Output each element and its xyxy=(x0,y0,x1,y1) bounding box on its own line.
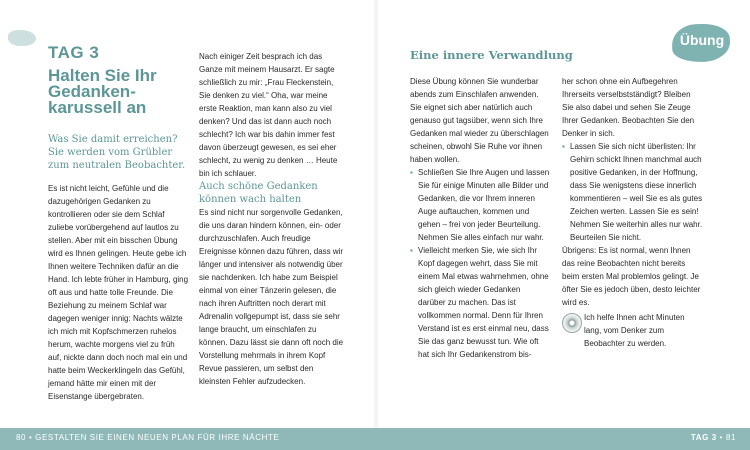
running-title: GESTALTEN SIE EINEN NEUEN PLAN FÜR IHRE NÄCHTE xyxy=(35,433,280,442)
exercise-note: Übrigens: Es ist normal, wenn Ihnen das reine Beobachten nicht bereits beim ersten Mal problemlos gelingt. Je öfter Sie es jedoch üben, desto leichter wird es. xyxy=(562,246,701,307)
footer-day-label: TAG 3 xyxy=(690,433,717,442)
book-spine xyxy=(373,0,379,428)
decorative-splash xyxy=(8,30,36,46)
exercise-step: ▪ Vielleicht merken Sie, wie sich Ihr Kopf dagegen wehrt, dass Sie mit einem Mal etwas wahrnehmen, ohne sich gleich wieder Gedanken darüber zu machen. Das ist vollkommen normal. Denn für Ihren Verstand ist es erst einmal neu, dass Sie das ganz bewusst tun. Wie oft hat sich Ihr Gedankenstrom bis- xyxy=(410,244,550,361)
footer-separator: • xyxy=(719,433,724,442)
exercise-title: Eine innere Verwandlung xyxy=(410,48,573,62)
page-number-left: 80 xyxy=(16,433,27,442)
exercise-column-2 xyxy=(562,75,704,350)
exercise-step: ▪ Schließen Sie Ihre Augen und lassen Sie für einige Minuten alle Bilder und Gedanken, die vor Ihrem inneren Auge auftauchen, kommen und gehen – frei von jeder Beurteilung. Nehmen Sie alles einfach nur wahr. xyxy=(410,166,550,244)
chapter-headline: Halten Sie Ihr Gedanken-karussell an xyxy=(48,66,157,117)
exercise-continuation: her schon ohne ein Aufbegehren Ihrerseits verselbstständigt? Bleiben Sie also dabei und sehen Sie Zeuge Ihrer Gedanken. Beobachten Sie den Denker in sich. xyxy=(562,77,695,138)
footer-left xyxy=(16,433,279,442)
audio-hint xyxy=(562,311,704,350)
lead-question: Was Sie damit erreichen? Sie werden vom Grübler zum neutralen Beobachter. xyxy=(48,134,186,171)
exercise-column-1 xyxy=(410,75,550,361)
footer-right xyxy=(691,433,736,442)
footer-separator: • xyxy=(28,433,33,442)
exercise-step: ▪ Lassen Sie sich nicht überlisten: Ihr Gehirn schickt Ihnen manchmal auch positive Gedanken, in der Hoffnung, dass Sie wenigstens diese innerlich kommentieren – weil Sie es als gutes Zeichen werten. Lassen Sie es sein! Nehmen Sie weiterhin alles nur wahr. Beurteilen Sie nicht. xyxy=(562,140,704,244)
section-heading: Auch schöne Gedanken können wach halten xyxy=(199,181,318,205)
body-paragraph-col2: Nach einiger Zeit besprach ich das Ganze mit meinem Hausarzt. Er sagte schließlich zu mir: „Frau Fleckenstein, Sie denken zu viel.“ Oha, war meine erste Reaktion, man kann also zu viel denken? Und das ist dann auch noch schlecht? Ich war bis dahin immer fest davon überzeugt gewesen, es sei eher schlecht, zu wenig zu denken … Heute bin ich schlauer. xyxy=(199,52,338,178)
page-number-right: 81 xyxy=(725,433,736,442)
cd-icon xyxy=(562,313,582,333)
body-paragraph-col2-continued: Es sind nicht nur sorgenvolle Gedanken, die uns daran hindern können, ein- oder durchzuschlafen. Auch freudige Ereignisse können dazu führen, dass wir länger und intensiver als notwendig über sie nachdenken. Ich habe zum Beispiel einmal von einer Tänzerin gelesen, die nach ihren Auftritten noch derart mit Adrenalin vollgepumpt ist, dass sie sehr lange braucht, um einschlafen zu können. Dazu lässt sie dann oft noch die Vorstellung mehrmals in ihrem Kopf Revue passieren, um selbst den kleinsten Fehler aufzudecken. xyxy=(199,208,344,386)
audio-hint-text: Ich helfe Ihnen acht Minuten lang, vom Denker zum Beobachter zu werden. xyxy=(584,313,685,348)
exercise-badge-label: Übung xyxy=(679,32,725,48)
body-paragraph-col1: Es ist nicht leicht, Gefühle und die dazugehörigen Gedanken zu kontrollieren oder sie dem Schlaf zuliebe vorübergehend auf lautlos zu stellen. Aber mit ein bisschen Übung wird es Ihnen gelingen. Heute gebe ich Ihnen weitere Techniken dafür an die Hand. Ich lebte früher in Hamburg, ging oft aus und hatte tolle Freunde. Die Beziehung zu meinem Schlaf war dagegen weniger innig: Nachts wälzte ich mich mit Kopfschmerzen ruhelos herum, wachte morgens viel zu früh auf, nickte dann doch noch mal ein und hatte beim Weckerklingeln das Gefühl, jemand hätte mir einen mit der Eisenstange übergebraten. xyxy=(48,184,189,401)
day-label: TAG 3 xyxy=(48,43,100,62)
exercise-intro: Diese Übung können Sie wunderbar abends zum Einschlafen anwenden. Sie eignet sich aber natürlich auch genauso gut tagsüber, wenn sich Ihre Gedanken mal wieder zu überschlagen scheinen, obwohl Sie Ruhe vor ihnen haben wollen. xyxy=(410,77,549,164)
